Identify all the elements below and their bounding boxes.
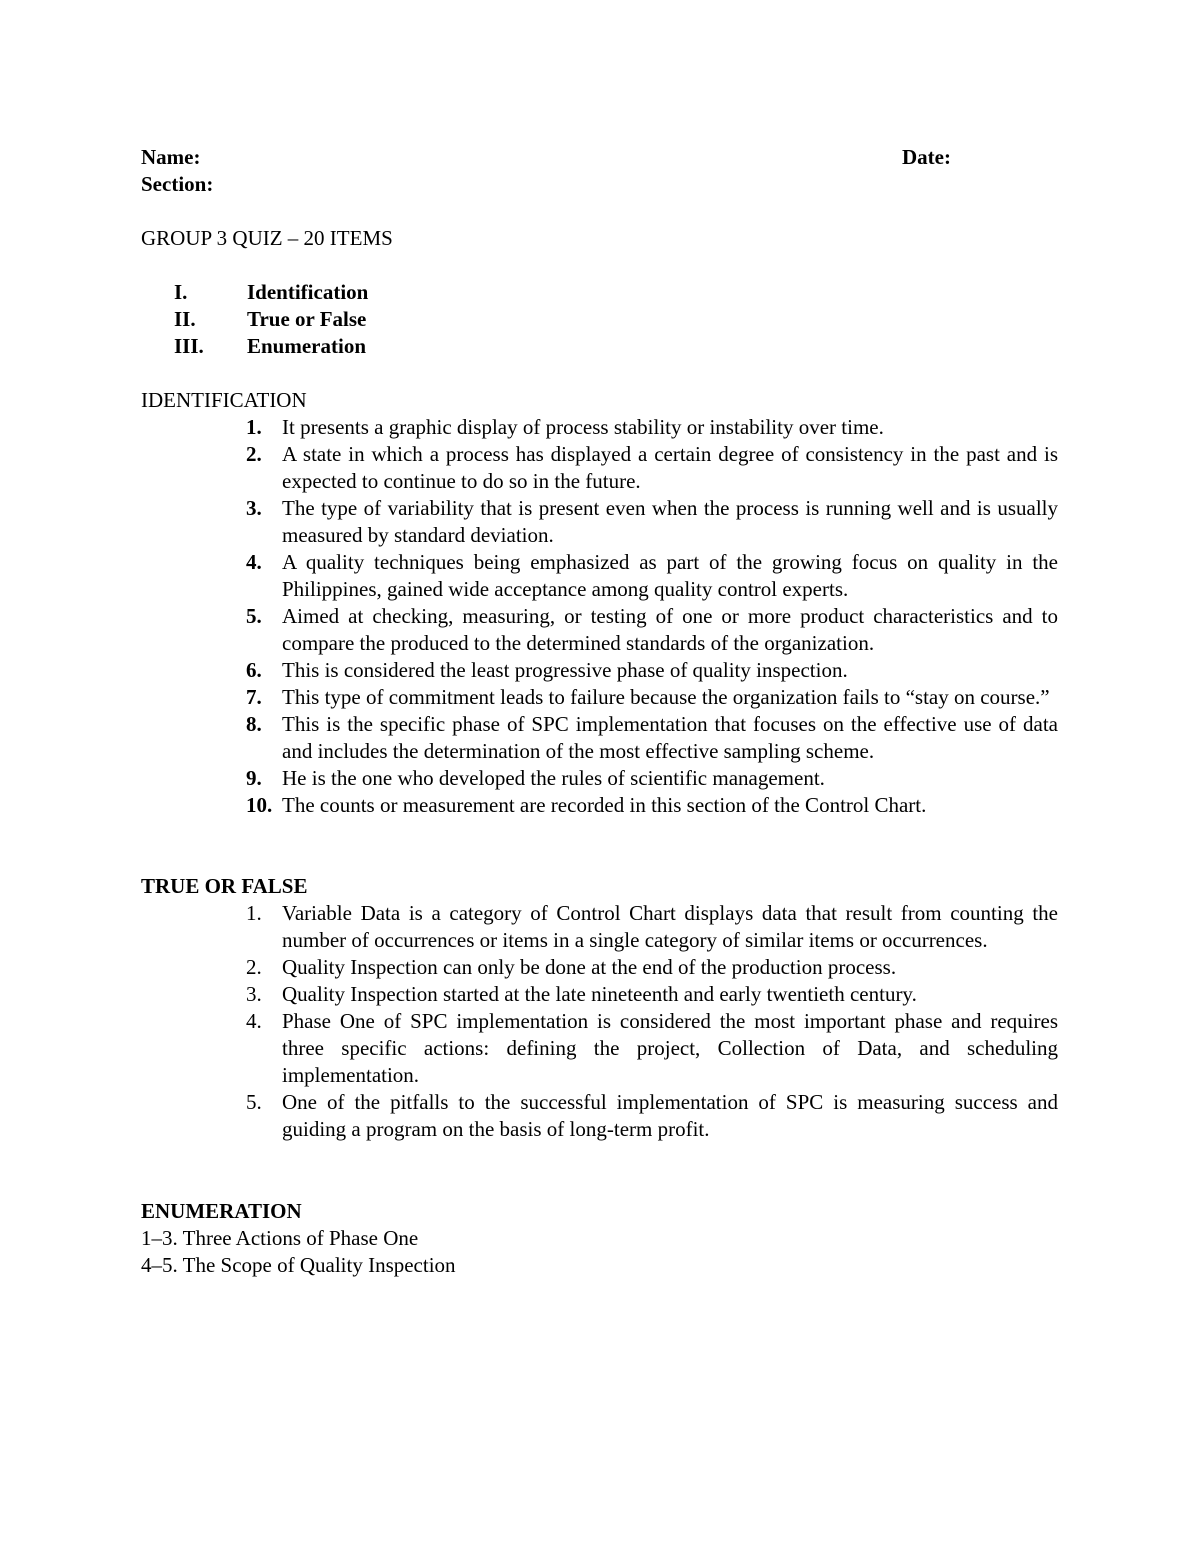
question-text: Quality Inspection can only be done at the end of the production process. — [282, 955, 897, 979]
question-number: 6. — [246, 658, 262, 682]
question-number: 3. — [246, 496, 262, 520]
question-item — [246, 441, 1058, 495]
question-text: Aimed at checking, measuring, or testing of one or more product characteristics and to compare the produced to the determined standards of the organization. — [282, 604, 1058, 655]
question-text: The type of variability that is present even when the process is running well and is usually measured by standard deviation. — [282, 496, 1058, 547]
question-number: 3. — [246, 982, 262, 1006]
question-number: 4. — [246, 1009, 262, 1033]
question-number: 1. — [246, 901, 262, 925]
true-false-list — [246, 900, 1058, 1143]
question-text: This is the specific phase of SPC implementation that focuses on the effective use of data and includes the determination of the most effective sampling scheme. — [282, 712, 1058, 763]
question-text: This type of commitment leads to failure because the organization fails to “stay on course.” — [282, 685, 1050, 709]
quiz-part-label: True or False — [247, 307, 367, 331]
question-item — [246, 711, 1058, 765]
question-item — [246, 414, 1058, 441]
quiz-part-label: Enumeration — [247, 334, 367, 358]
question-number: 2. — [246, 442, 262, 466]
question-item — [246, 765, 1058, 792]
question-text: A quality techniques being emphasized as part of the growing focus on quality in the Philippines, gained wide acceptance among quality control experts. — [282, 550, 1058, 601]
question-item — [246, 981, 1058, 1008]
question-text: Quality Inspection started at the late nineteenth and early twentieth century. — [282, 982, 917, 1006]
question-number: 4. — [246, 550, 262, 574]
name-label: Name: — [141, 145, 201, 169]
quiz-part — [141, 306, 641, 333]
identification-heading: IDENTIFICATION — [141, 388, 307, 412]
question-item — [246, 603, 1058, 657]
quiz-title: GROUP 3 QUIZ – 20 ITEMS — [141, 226, 393, 250]
quiz-parts-list — [141, 279, 641, 360]
question-text: This is considered the least progressive phase of quality inspection. — [282, 658, 848, 682]
question-number: 2. — [246, 955, 262, 979]
enumeration-heading: ENUMERATION — [141, 1199, 302, 1223]
question-text: He is the one who developed the rules of scientific management. — [282, 766, 825, 790]
question-number: 5. — [246, 1090, 262, 1114]
question-text: The counts or measurement are recorded in this section of the Control Chart. — [282, 793, 927, 817]
question-text: Variable Data is a category of Control Chart displays data that result from counting the number of occurrences or items in a single category of similar items or occurrences. — [282, 901, 1058, 952]
question-text: Phase One of SPC implementation is considered the most important phase and requires three specific actions: defining the project, Collection of Data, and scheduling implementation. — [282, 1009, 1058, 1087]
question-number: 10. — [246, 793, 273, 817]
true-false-heading: TRUE OR FALSE — [141, 874, 308, 898]
quiz-part — [141, 279, 641, 306]
question-number: 9. — [246, 766, 262, 790]
quiz-part-label: Identification — [247, 280, 369, 304]
question-item — [246, 792, 1058, 819]
question-item — [246, 1089, 1058, 1143]
question-item — [246, 900, 1058, 954]
enumeration-item: 4–5. The Scope of Quality Inspection — [141, 1253, 456, 1277]
question-number: 1. — [246, 415, 262, 439]
quiz-part — [141, 333, 641, 360]
question-number: 8. — [246, 712, 262, 736]
question-text: A state in which a process has displayed a certain degree of consistency in the past and is expected to continue to do so in the future. — [282, 442, 1058, 493]
section-label: Section: — [141, 172, 214, 196]
question-item — [246, 1008, 1058, 1089]
question-text: One of the pitfalls to the successful implementation of SPC is measuring success and guiding a program on the basis of long-term profit. — [282, 1090, 1058, 1141]
question-text: It presents a graphic display of process stability or instability over time. — [282, 415, 884, 439]
quiz-part-number: III. — [174, 334, 204, 358]
question-item — [246, 549, 1058, 603]
date-label: Date: — [902, 145, 951, 169]
question-item — [246, 684, 1058, 711]
question-item — [246, 495, 1058, 549]
question-number: 7. — [246, 685, 262, 709]
identification-list — [246, 414, 1058, 819]
question-item — [246, 954, 1058, 981]
quiz-part-number: I. — [174, 280, 188, 304]
enumeration-item: 1–3. Three Actions of Phase One — [141, 1226, 419, 1250]
quiz-part-number: II. — [174, 307, 196, 331]
question-number: 5. — [246, 604, 262, 628]
question-item — [246, 657, 1058, 684]
